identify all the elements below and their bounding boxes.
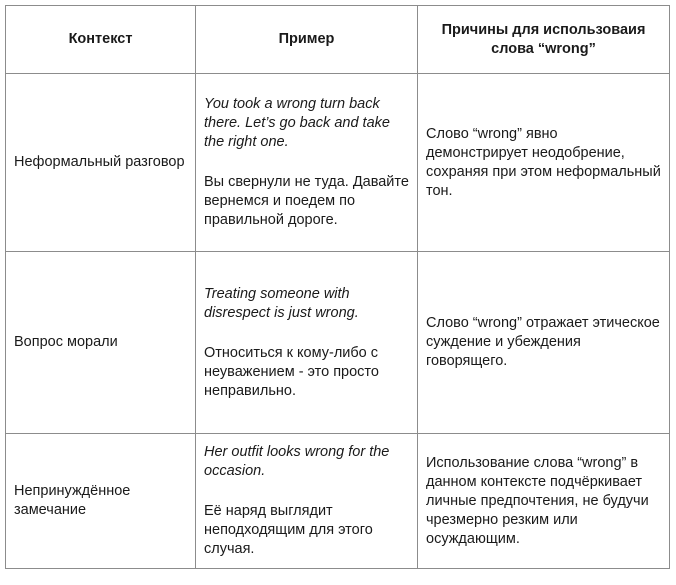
example-english: You took a wrong turn back there. Let’s go back and take the right one. (204, 96, 390, 150)
example-cell (196, 252, 418, 434)
context-text: Непринуждённое замечание (14, 483, 131, 518)
header-reasons: Причины для использоваия слова “wrong” (418, 6, 670, 74)
example-english: Treating someone with disrespect is just wrong. (204, 285, 359, 321)
header-context: Контекст (6, 6, 196, 74)
context-cell (6, 74, 196, 252)
reason-cell (418, 252, 670, 434)
example-russian: Её наряд выглядит неподходящим для этого случая. (204, 503, 373, 557)
example-cell (196, 434, 418, 569)
reason-text: Слово “wrong” явно демонстрирует неодобрение, сохраняя при этом неформальный тон. (426, 125, 661, 199)
reason-text: Слово “wrong” отражает этическое суждение и убеждения говорящего. (426, 315, 660, 369)
table-row (6, 434, 670, 569)
table-row (6, 252, 670, 434)
usage-table (5, 5, 670, 569)
example-russian: Относиться к кому-либо с неуважением - это просто неправильно. (204, 344, 379, 399)
header-example: Пример (196, 6, 418, 74)
header-row (6, 6, 670, 74)
context-text: Неформальный разговор (14, 154, 185, 170)
reason-text: Использование слова “wrong” в данном контексте подчёркивает личные предпочтения, не будучи чрезмерно резким или осуждающим. (426, 454, 649, 547)
context-text: Вопрос морали (14, 334, 118, 350)
example-english: Her outfit looks wrong for the occasion. (204, 444, 390, 479)
context-cell (6, 434, 196, 569)
context-cell (6, 252, 196, 434)
example-russian: Вы свернули не туда. Давайте вернемся и поедем по правильной дороге. (204, 174, 409, 228)
reason-cell (418, 74, 670, 252)
example-cell (196, 74, 418, 252)
reason-cell (418, 434, 670, 569)
table-row (6, 74, 670, 252)
